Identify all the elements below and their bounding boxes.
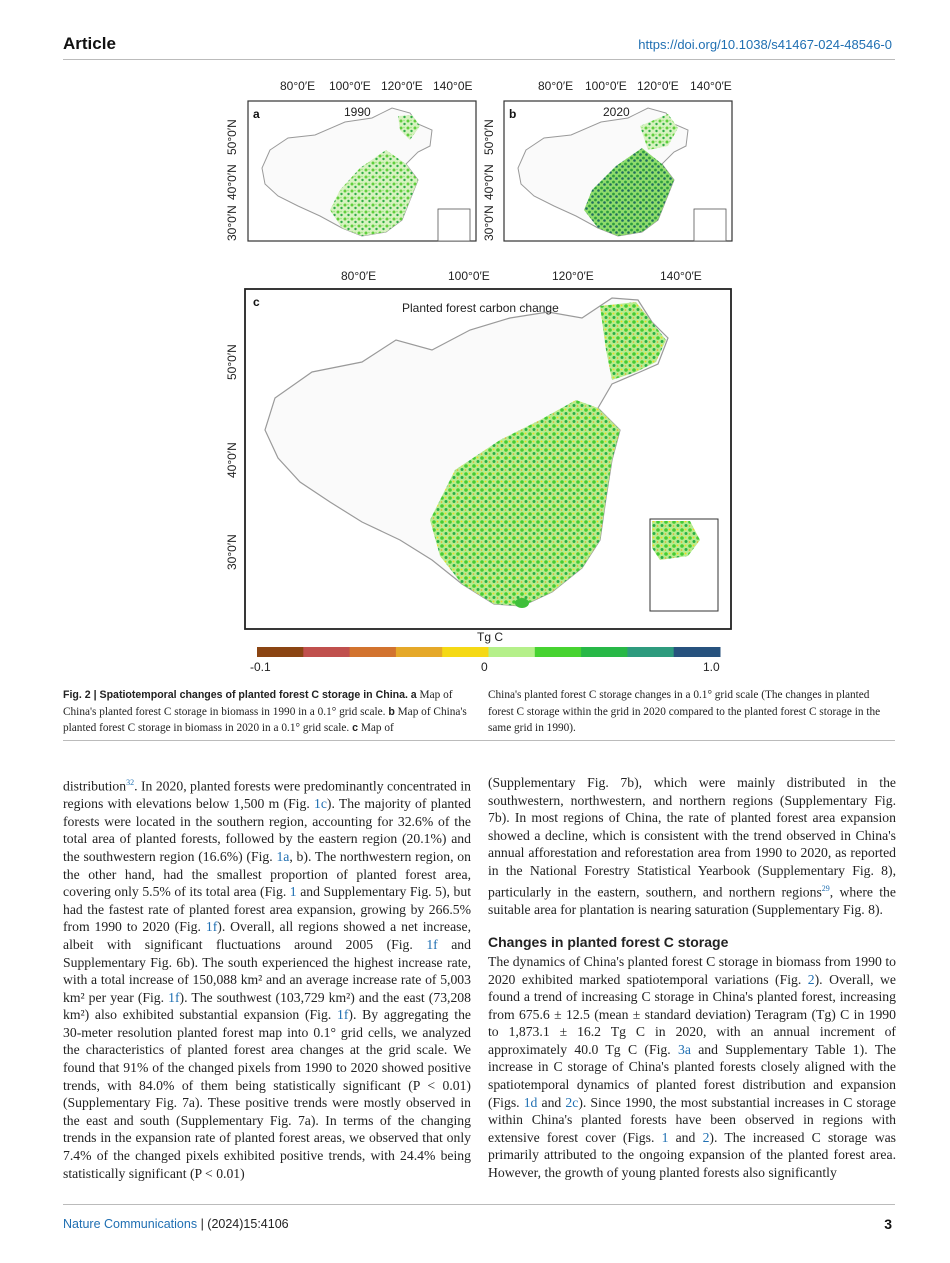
- panel-a-year: 1990: [344, 105, 371, 119]
- colorbar-swatch: [350, 647, 397, 657]
- colorbar-swatch: [303, 647, 350, 657]
- colorbar-min-label: -0.1: [250, 660, 271, 674]
- colorbar-swatch: [257, 647, 304, 657]
- figure-link[interactable]: 1f: [168, 989, 180, 1005]
- figure-link[interactable]: 2: [702, 1129, 710, 1145]
- panel-a: [225, 79, 476, 241]
- panel-b-letter: b: [509, 107, 517, 121]
- colorbar-swatch: [489, 647, 536, 657]
- panel-b: [482, 79, 732, 241]
- reference-link[interactable]: 32: [126, 778, 135, 787]
- journal-name[interactable]: Nature Communications: [63, 1217, 198, 1231]
- panel-a-letter: a: [253, 107, 260, 121]
- colorbar-swatch: [674, 647, 721, 657]
- colorbar-swatch: [535, 647, 582, 657]
- figure-link[interactable]: 2c: [565, 1094, 579, 1110]
- page-number: 3: [884, 1216, 892, 1232]
- panel-c-tick-top: 120°0′E: [552, 269, 594, 283]
- caption-text: Map of China's planted forest C storage in biomass in 2020 in a 0.1° grid scale.: [63, 705, 467, 734]
- figure-link[interactable]: 3a: [677, 1041, 691, 1057]
- colorbar-title: Tg C: [477, 630, 504, 644]
- section-heading: Changes in planted forest C storage: [488, 934, 729, 951]
- panel-a-tick-top: 80°0′E: [280, 79, 316, 93]
- caption-text: Map of: [360, 722, 394, 734]
- caption-rule: [63, 740, 895, 741]
- panel-c: [225, 269, 731, 629]
- figure-caption-right: [488, 687, 896, 737]
- doi-link[interactable]: https://doi.org/10.1038/s41467-024-48546-0: [638, 37, 892, 52]
- figure-link[interactable]: 1a: [276, 848, 290, 864]
- colorbar-max-label: 1.0: [703, 660, 720, 674]
- figure-link[interactable]: 2: [807, 971, 815, 987]
- caption-text: China's planted forest C storage changes in a 0.1° grid scale (The changes in planted forest C storage within the grid in 2020 compared to the planted forest C storage in the same grid in 1990).: [488, 689, 881, 734]
- panel-c-tick-top: 140°0′E: [660, 269, 702, 283]
- panel-c-title: Planted forest carbon change: [402, 301, 559, 315]
- panel-a-tick-top: 100°0′E: [329, 79, 371, 93]
- journal-citation: [63, 1217, 289, 1231]
- figure-link[interactable]: 1: [661, 1129, 669, 1145]
- panel-b-year: 2020: [603, 105, 630, 119]
- panel-c-letter: c: [253, 295, 260, 309]
- panel-b-tick-top: 120°0′E: [637, 79, 679, 93]
- reference-link[interactable]: 29: [821, 883, 830, 893]
- panel-b-tick-left: 50°0′N: [482, 119, 496, 155]
- paragraph: The dynamics of China's planted forest C storage in biomass from 1990 to 2020 exhibited marked spatiotemporal variations (Fig. 2). Overall, we found a trend of increasing C storage in China's planted forest, increasing from 675.6 ± 12.5 (mean ± standard deviation) Teragram (Tg) C in 1990 to 1,873.1 ± 16.2 Tg C in 2020, with an annual increment of approximately 40.0 Tg C (Fig. 3a and Supplementary Table 1). The increase in C storage of China's planted forests closely aligned with the spatiotemporal dynamics of planted forest distribution and expansion (Figs. 1d and 2c). Since 1990, the most substantial increases in C storage within China's planted forests have been observed in regions with extensive forest cover (Figs. 1 and 2). The increased C storage was primarily attributed to the ongoing expansion of the planted forest area. However, the growth of young planted forests also significantly: [488, 953, 896, 1181]
- colorbar: [250, 630, 721, 674]
- caption-letter: b: [388, 705, 395, 718]
- colorbar-swatch: [581, 647, 628, 657]
- colorbar-swatch: [396, 647, 443, 657]
- caption-label: Fig. 2 | Spatiotemporal changes of planted forest C storage in China.: [63, 689, 408, 701]
- inset-a: [438, 209, 470, 241]
- figure-link[interactable]: 1d: [523, 1094, 538, 1110]
- panel-a-tick-left: 30°0′N: [225, 205, 239, 241]
- caption-letter: a: [410, 689, 417, 701]
- figure-link[interactable]: 1f: [337, 1007, 349, 1023]
- panel-a-tick-top: 120°0′E: [381, 79, 423, 93]
- paragraph: distribution$^{32}$. In 2020, planted forests were predominantly concentrated in regions with elevations below 1,500 m (Fig. 1c). The majority of planted forests were located in the southern region, accounting for 32.6% of the total area of planted forests, followed by the eastern region (20.1%) and the southwestern region (16.6%) (Fig. 1a, b). The northwestern region, on the other hand, had the smallest proportion of planted forest area, covering only 5.5% of its total area (Fig. 1 and Supplementary Fig. 5), but had the fastest rate of planted forest area expansion, growing by 266.5% from 1990 to 2020 (Fig. 1f). Overall, all regions showed a net increase, albeit with significant fluctuations around 2005 (Fig. 1f and Supplementary Fig. 6b). The south experienced the highest increase rate, with a total increase of 150,088 km² and an average increase rate of 5,003 km² per year (Fig. 1f). The southwest (103,729 km²) and the east (73,208 km²) also exhibited substantial expansion (Fig. 1f). By aggregating the 30-meter resolution planted forest map into 0.1° grid cells, we analyzed the characteristics of planted forest area changes at the grid scale. We found that 91% of the changed pixels from 1990 to 2020 showed positive trends, with 84.0% of them being statistically significant (P < 0.01) (Supplementary Fig. 7a). These positive trends were mostly observed in the east and south (Supplementary Fig. 7a). In terms of the changing trends in the expansion rate of planted forest areas, we observed that only 7.4% of the changed pixels exhibited positive trends, with 24.4% being statistically significant (P < 0.01): [63, 778, 471, 1181]
- panel-a-tick-left: 40°0′N: [225, 164, 239, 200]
- figure-link[interactable]: 1f: [205, 919, 218, 935]
- panel-b-tick-left: 30°0′N: [482, 205, 496, 241]
- figure-link[interactable]: 1: [289, 884, 297, 900]
- colorbar-mid-label: 0: [481, 660, 488, 674]
- panel-c-tick-top: 80°0′E: [341, 269, 377, 283]
- figure-link[interactable]: 1c: [314, 796, 327, 812]
- panel-a-tick-top: 140°0E: [433, 79, 473, 93]
- figure-link[interactable]: 1f: [426, 936, 438, 952]
- footer-rule: [63, 1204, 895, 1205]
- panel-c-tick-left: 40°0′N: [225, 442, 239, 478]
- caption-letter: c: [352, 722, 358, 734]
- panel-b-tick-top: 80°0′E: [538, 79, 574, 93]
- colorbar-swatch: [442, 647, 489, 657]
- figure-caption-left: [63, 687, 471, 737]
- section-label: Article: [63, 34, 116, 53]
- panel-a-tick-left: 50°0′N: [225, 119, 239, 155]
- paragraph: (Supplementary Fig. 7b), which were mainly distributed in the southwestern, northwestern, and northern regions (Supplementary Fig. 7b). In most regions of China, the rate of planted forest area expansion showed a decline, which is consistent with the trend observed in China's annual afforestation and reforestation area from 1990 to 2020, as reported in the National Forestry Statistical Yearbook (Supplementary Fig. 8), particularly in the eastern, southern, and northern regions$^{29}$, where the suitable area for plantation is nearing saturation (Supplementary Fig. 8).: [488, 775, 896, 917]
- panel-b-tick-left: 40°0′N: [482, 164, 496, 200]
- panel-c-tick-left: 30°0′N: [225, 534, 239, 570]
- panel-b-tick-top: 140°0′E: [690, 79, 732, 93]
- inset-b: [694, 209, 726, 241]
- panel-b-tick-top: 100°0′E: [585, 79, 627, 93]
- citation: | (2024)15:4106: [197, 1217, 289, 1231]
- right-column: [488, 774, 896, 1182]
- colorbar-swatches: [257, 647, 721, 657]
- colorbar-swatch: [627, 647, 674, 657]
- left-column: [63, 774, 471, 1182]
- hainan-island: [515, 598, 529, 608]
- panel-c-tick-left: 50°0′N: [225, 344, 239, 380]
- caption-text: Map of China's planted forest C storage in biomass in 1990 in a 0.1° grid scale.: [63, 689, 453, 718]
- panel-c-tick-top: 100°0′E: [448, 269, 490, 283]
